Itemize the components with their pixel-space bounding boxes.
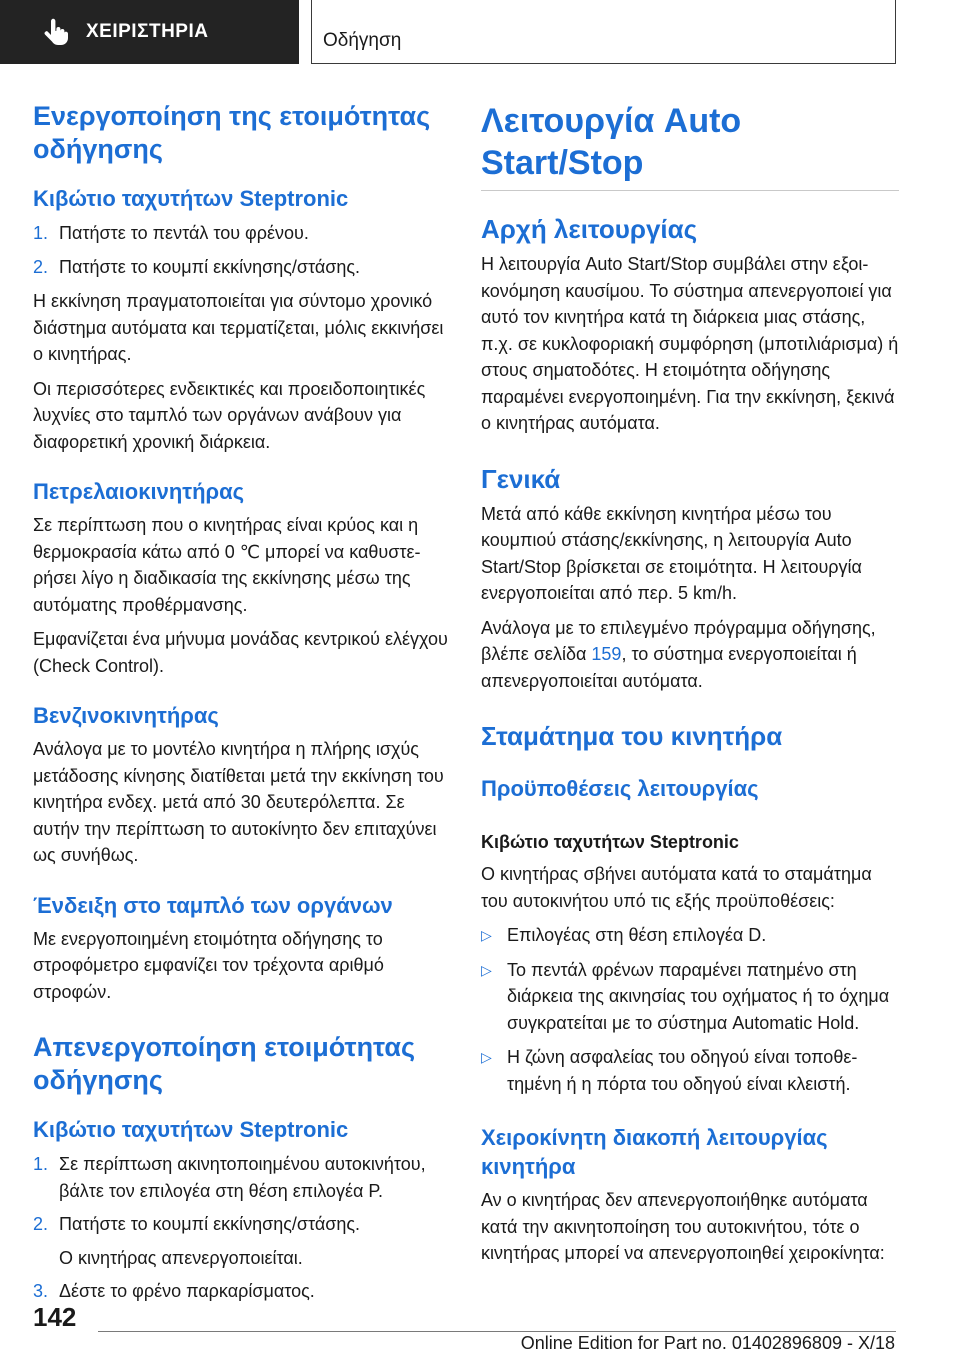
list-item: 1. Πατήστε το πεντάλ του φρένου. — [33, 223, 309, 243]
header-section-box — [311, 0, 896, 64]
footer-divider — [98, 1331, 896, 1332]
subheading-petrol: Βενζινοκινητήρας — [33, 703, 219, 728]
subheading-steptronic: Κιβώτιο ταχυτήτων Steptronic — [33, 186, 349, 211]
subheading-steptronic-2: Κιβώτιο ταχυτήτων Steptronic — [33, 1117, 349, 1142]
right-column — [481, 100, 899, 1267]
triangle-bullet-icon: ▷ — [481, 961, 492, 978]
left-column — [33, 100, 451, 1305]
list-item: 1. Σε περίπτωση ακινητοποιημένου αυτοκινήτου, βάλτε τον επιλογέα στη θέση επιλογέα P. — [33, 1154, 426, 1201]
paragraph: Εμφανίζεται ένα μήνυμα μονάδας κεντρικού ελέγχου (Check Control). — [33, 629, 448, 676]
section-title-deactivate: Απενεργοποίηση ετοιμότητας οδήγησης — [33, 1032, 415, 1095]
footer-edition: Online Edition for Part no. 01402896809 - X/18 — [520, 1333, 895, 1353]
triangle-bullet-icon: ▷ — [481, 927, 492, 943]
list-item-note: Ο κινητήρας απενεργοποιείται. — [59, 1247, 303, 1268]
paragraph: Η εκκίνηση πραγματοποιείται για σύντομο χρονικό διάστημα αυτόματα και τερματίζεται, μόλις εκκινήσει ο κινητήρας. — [33, 291, 444, 364]
paragraph-with-link: Ανάλογα με το επιλεγμένο πρόγραμμα οδήγησης, βλέπε σελίδα 159, το σύστημα ενεργοποιείται ή απενεργοποιείται αυτόματα. — [481, 617, 876, 691]
label-steptronic: Κιβώτιο ταχυτήτων Steptronic — [481, 832, 739, 852]
header-tab-label: ΧΕΙΡΙΣΤΗΡΙΑ — [86, 21, 209, 42]
heading-stop-engine: Σταμάτημα του κινητήρα — [481, 721, 783, 751]
paragraph: Ο κινητήρας σβήνει αυτόματα κατά το σταμάτημα του αυτοκινήτου υπό τις εξής προϋποθέσεις: — [481, 864, 872, 911]
steps-activate — [33, 220, 451, 280]
list-item: 2. Πατήστε το κουμπί εκκίνησης/στάσης. — [33, 256, 361, 277]
triangle-bullet-icon: ▷ — [481, 1049, 492, 1065]
paragraph: Οι περισσότερες ενδεικτικές και προειδοποιητικές λυχνίες στο ταμπλό των οργάνων ανάβουν για διαφορετική χρονική διάρκεια. — [33, 378, 426, 452]
list-item: 3. Δέστε το φρένο παρκαρίσματος. — [33, 1281, 315, 1301]
paragraph: Η λειτουργία Auto Start/Stop συμβάλει στην εξοικονόμηση καυσίμου. Το σύστημα απενεργοποιεί για αυτό τον κινητήρα κατά τη διάρκεια μιας στάσης, π.χ. σε κυκλοφοριακή συμφόρηση (μποτιλιάρισμα) ή στους σηματοδότες. Η ετοιμότητα οδήγησης παραμένει ενεργοποιημένη. Για την εκκίνηση, ξεκινά ο κινητήρας αυτόματα. — [481, 254, 899, 433]
page-number: 142 — [33, 1302, 77, 1332]
heading-general: Γενικά — [481, 463, 561, 494]
subheading-cluster-display: Ένδειξη στο ταμπλό των οργάνων — [33, 892, 393, 918]
subheading-manual-stop: Χειροκίνητη διακοπή λειτουργίας κινητήρα — [481, 1125, 828, 1179]
header-section-title: Οδήγηση — [323, 30, 402, 51]
conditions-list — [481, 922, 899, 1097]
subheading-conditions: Προϋποθέσεις λειτουργίας — [481, 776, 759, 801]
header-tab[interactable] — [0, 0, 299, 64]
page-reference-link[interactable]: 159 — [591, 644, 622, 664]
paragraph: Με ενεργοποιημένη ετοιμότητα οδήγησης το στροφόμετρο εμφανίζει τον τρέχοντα αριθμό στροφών. — [33, 928, 384, 1002]
subheading-diesel: Πετρελαιοκινητήρας — [33, 479, 245, 504]
heading-principle: Αρχή λειτουργίας — [481, 214, 698, 244]
paragraph: Μετά από κάθε εκκίνηση κινητήρα μέσω του κουμπιού στάσης/εκκίνησης, η λειτουργία Auto Start/Stop βρίσκεται σε ετοιμότητα. Η λειτουργία ενεργοποιείται από περ. 5 km/h. — [481, 503, 862, 603]
list-item: 2. Πατήστε το κουμπί εκκίνησης/στάσης. — [33, 1214, 361, 1234]
section-title-activate: Ενεργοποίηση της ετοιμότητας οδήγησης — [33, 101, 431, 164]
list-item: ▷ Επιλογέας στη θέση επιλογέα D. — [481, 922, 899, 949]
steps-deactivate — [33, 1151, 451, 1305]
paragraph: Αν ο κινητήρας δεν απενεργοποιήθηκε αυτόματα κατά την ακινητοποίηση του αυτοκινήτου, τότε ο κινητήρας μπορεί να απενεργοποιηθεί χειροκίνητα: — [481, 1190, 885, 1263]
chapter-title: Λειτουργία Auto Start/Stop — [481, 100, 899, 191]
list-item: ▷ Το πεντάλ φρένων παραμένει πατημένο στη διάρκεια της ακινησίας του οχήματος ή το όχημα συγκρατείται με το σύστημα Automatic Hold. — [481, 957, 899, 1037]
list-item: ▷ Η ζώνη ασφαλείας του οδηγού είναι τοποθετημένη ή η πόρτα του οδηγού είναι κλειστή. — [481, 1044, 899, 1097]
hand-pointer-icon — [40, 17, 70, 47]
paragraph: Ανάλογα με το μοντέλο κινητήρα η πλήρης ισχύς μετάδοσης κίνησης διατίθεται μετά την εκκίνηση του κινητήρα ενδεχ. μετά από 30 δευτερόλεπτα. Σε αυτήν την περίπτωση το αυτοκίνητο δεν επιταχύνει ως συνήθως. — [33, 739, 444, 865]
paragraph: Σε περίπτωση που ο κινητήρας είναι κρύος και η θερμοκρασία κάτω από 0 ℃ μπορεί να καθυστερήσει λίγο η διαδικασία της εκκίνησης μέσω της αυτόματης προθέρμανσης. — [33, 515, 421, 615]
